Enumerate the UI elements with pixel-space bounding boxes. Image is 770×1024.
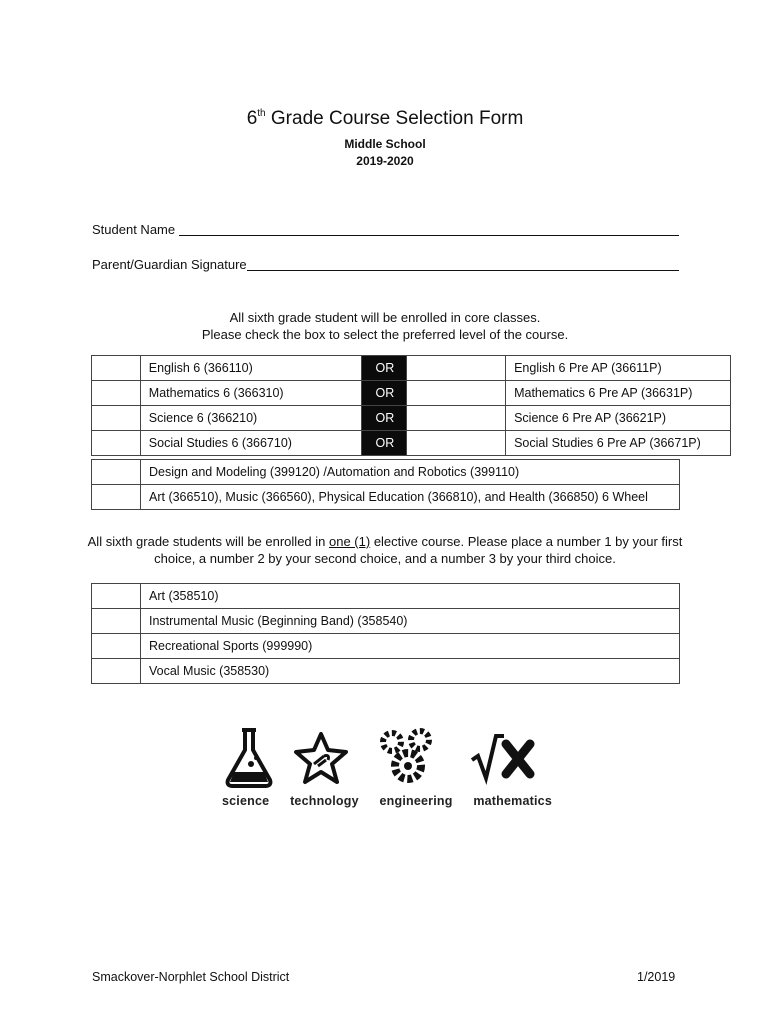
- core-intro-line2: Please check the box to select the preferred level of the course.: [201, 327, 569, 342]
- checkbox-cell[interactable]: [407, 406, 506, 431]
- sqrt-x-icon: [472, 736, 530, 778]
- elective-intro: [0, 533, 770, 567]
- course-preap: Mathematics 6 Pre AP (36631P): [506, 381, 731, 406]
- elective-course: Instrumental Music (Beginning Band) (358540): [141, 609, 680, 634]
- student-name-field[interactable]: [92, 222, 679, 237]
- or-label: OR: [361, 431, 407, 456]
- or-label: OR: [361, 406, 407, 431]
- course-preap: English 6 Pre AP (36611P): [506, 356, 731, 381]
- form-title: [0, 108, 770, 130]
- table-row: [92, 460, 680, 485]
- stem-label-technology: technology: [290, 794, 359, 808]
- parent-signature-line[interactable]: [247, 258, 679, 271]
- elective-intro-part1: All sixth grade students will be enrolled in: [87, 534, 329, 549]
- core-extra-course: Art (366510), Music (366560), Physical Education (366810), and Health (366850) 6 Wheel: [141, 485, 680, 510]
- parent-signature-label: Parent/Guardian Signature: [92, 257, 247, 272]
- elective-course: Vocal Music (358530): [141, 659, 680, 684]
- gears-icon: [383, 731, 429, 779]
- or-label: OR: [361, 356, 407, 381]
- parent-signature-field[interactable]: [92, 257, 679, 272]
- stem-label-engineering: engineering: [379, 794, 453, 808]
- title-superscript: th: [257, 108, 266, 119]
- footer-date: 1/2019: [637, 970, 676, 984]
- elective-course: Art (358510): [141, 584, 680, 609]
- table-row: [92, 634, 680, 659]
- elective-intro-line2: choice, a number 2 by your second choice, and a number 3 by your third choice.: [154, 551, 616, 566]
- course-preap: Science 6 Pre AP (36621P): [506, 406, 731, 431]
- stem-label-mathematics: mathematics: [473, 794, 552, 808]
- checkbox-cell[interactable]: [92, 381, 141, 406]
- checkbox-cell[interactable]: [92, 431, 141, 456]
- table-row: [92, 381, 731, 406]
- choice-box[interactable]: [92, 659, 141, 684]
- title-number: 6: [246, 108, 258, 129]
- course-regular: Mathematics 6 (366310): [140, 381, 361, 406]
- stem-label-science: science: [222, 794, 270, 808]
- student-name-line[interactable]: [179, 223, 679, 236]
- school-name: Middle School: [344, 137, 426, 151]
- checkbox-cell[interactable]: [92, 356, 141, 381]
- table-row: [92, 584, 680, 609]
- table-row: [92, 609, 680, 634]
- table-row: [92, 431, 731, 456]
- table-row: [92, 485, 680, 510]
- checkbox-cell[interactable]: [92, 406, 141, 431]
- electives-table: [91, 583, 680, 684]
- checkbox-cell[interactable]: [407, 381, 506, 406]
- core-intro-line1: All sixth grade student will be enrolled in core classes.: [229, 310, 541, 325]
- elective-intro-underlined: one (1): [329, 534, 371, 549]
- course-regular: English 6 (366110): [140, 356, 361, 381]
- stem-labels: [222, 794, 552, 808]
- checkbox-cell[interactable]: [407, 356, 506, 381]
- student-name-label: Student Name: [92, 222, 176, 237]
- title-text: Grade Course Selection Form: [265, 108, 524, 129]
- choice-box[interactable]: [92, 634, 141, 659]
- school-year: 2019-2020: [356, 154, 414, 168]
- elective-intro-part2: elective course. Please place a number 1 by your first: [370, 534, 683, 549]
- or-label: OR: [361, 381, 407, 406]
- choice-box[interactable]: [92, 609, 141, 634]
- course-regular: Social Studies 6 (366710): [140, 431, 361, 456]
- flask-icon: [228, 730, 271, 786]
- stem-logo: [222, 726, 552, 816]
- core-courses-table: [91, 355, 731, 456]
- checkbox-cell[interactable]: [92, 485, 141, 510]
- course-regular: Science 6 (366210): [140, 406, 361, 431]
- table-row: [92, 406, 731, 431]
- elective-course: Recreational Sports (999990): [141, 634, 680, 659]
- table-row: [92, 659, 680, 684]
- core-intro: [0, 309, 770, 343]
- checkbox-cell[interactable]: [407, 431, 506, 456]
- choice-box[interactable]: [92, 584, 141, 609]
- checkbox-cell[interactable]: [92, 460, 141, 485]
- core-extra-course: Design and Modeling (399120) /Automation and Robotics (399110): [141, 460, 680, 485]
- footer-district: Smackover-Norphlet School District: [92, 970, 290, 984]
- course-preap: Social Studies 6 Pre AP (36671P): [506, 431, 731, 456]
- table-row: [92, 356, 731, 381]
- core-extra-table: [91, 459, 680, 510]
- technology-star-icon: [296, 734, 346, 782]
- elective-intro-line1: [0, 533, 770, 550]
- stem-icons: [222, 726, 552, 788]
